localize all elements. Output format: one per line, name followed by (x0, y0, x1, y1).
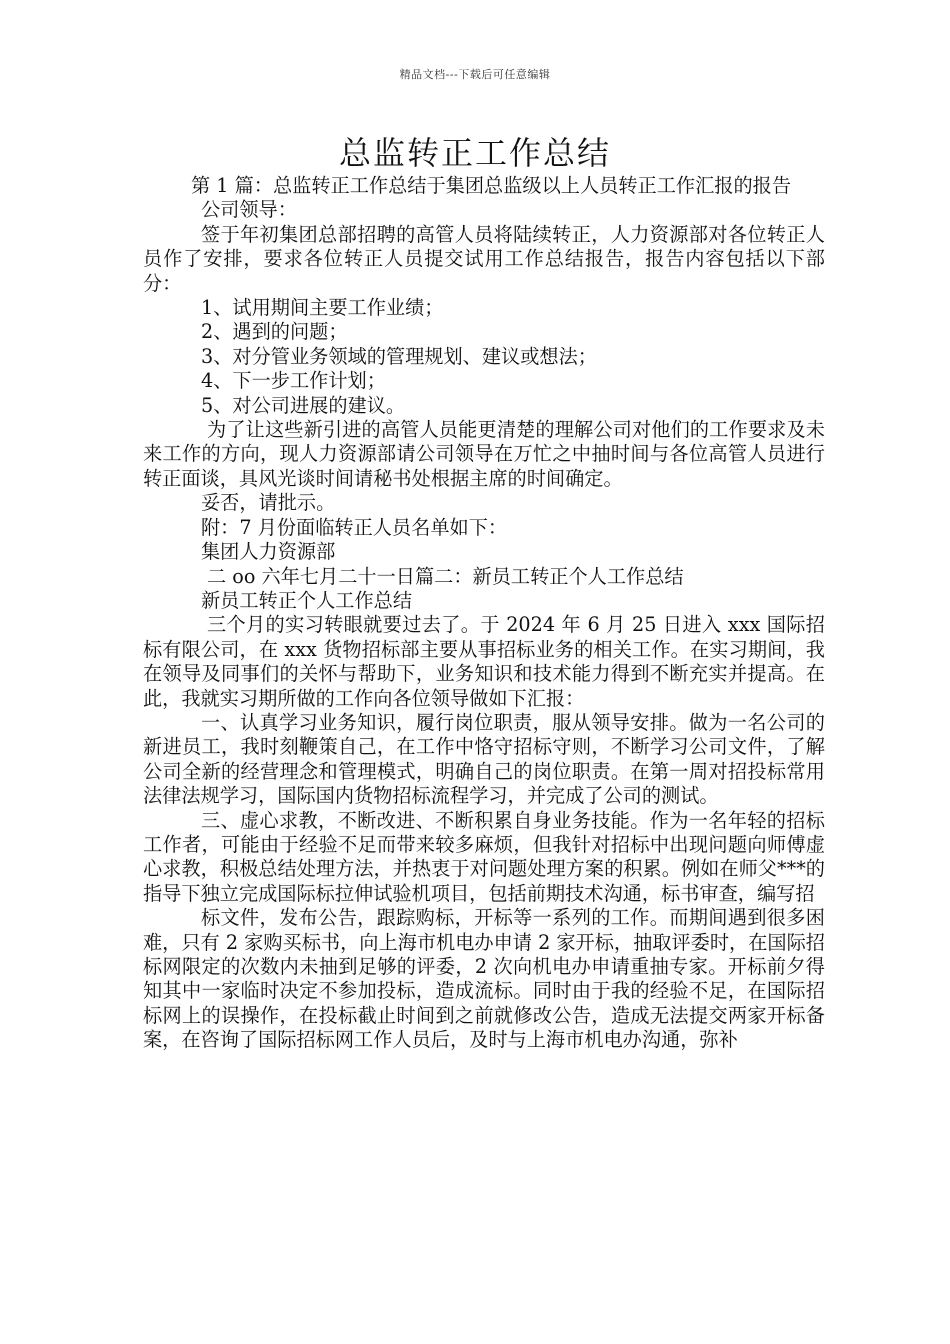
paragraph-continuation: 标文件，发布公告，跟踪购标，开标等一系列的工作。而期间遇到很多困难，只有 2 家购买标书，向上海市机电办申请 2 家开标，抽取评委时，在国际招标网限定的次数内未抽到足够的评委，2 次向机电办申请重抽专家。开标前夕得知其中一家临时决定不参加投标，造成流标。同时由于我的经验不足，在国际招标网上的误操作，在投标截止时间到之前就修改公告，造成无法提交两家开标备案，在咨询了国际招标网工作人员后，及时与上海市机电办沟通，弥补 (143, 906, 825, 1052)
paragraph-request: 为了让这些新引进的高管人员能更清楚的理解公司对他们的工作要求及未来工作的方向，现人力资源部请公司领导在万忙之中抽时间与各位高管人员进行转正面谈，具风光谈时间请秘书处根据主席的时间确定。 (143, 418, 825, 490)
list-item: 4、下一步工作计划； (201, 369, 386, 393)
paragraph-intro: 签于年初集团总部招聘的高管人员将陆续转正，人力资源部对各位转正人员作了安排，要求各位转正人员提交试用工作总结报告，报告内容包括以下部分： (143, 222, 825, 295)
paragraph-section-1: 一、认真学习业务知识，履行岗位职责，服从领导安排。做为一名公司的新进员工，我时刻鞭策自己，在工作中恪守招标守则，不断学习公司文件，了解公司全新的经营理念和管理模式，明确自己的岗位职责。在第一周对招投标常用法律法规学习，国际国内货物招标流程学习，并完成了公司的测试。 (143, 710, 825, 808)
paragraph-date-part2: 二 oo 六年七月二十一日篇二：新员工转正个人工作总结 (207, 564, 684, 588)
paragraph-attachment: 附：7 月份面临转正人员名单如下： (201, 515, 508, 539)
list-item: 3、对分管业务领域的管理规划、建议或想法； (201, 344, 597, 368)
paragraph-heading-part1: 第 1 篇：总监转正工作总结于集团总监级以上人员转正工作汇报的报告 (191, 174, 792, 197)
paragraph-approval: 妥否，请批示。 (201, 491, 336, 515)
paragraph-subtitle: 新员工转正个人工作总结 (201, 588, 413, 612)
paragraph-salutation: 公司领导： (201, 198, 297, 222)
list-item: 5、对公司进展的建议。 (201, 393, 406, 417)
page-header: 精品文档---下载后可任意编辑 (399, 68, 551, 81)
paragraph-summary-intro: 三个月的实习转眼就要过去了。于 2024 年 6 月 25 日进入 xxx 国际招标有限公司，在 xxx 货物招标部主要从事招标业务的相关工作。在实习期间，我在领导及同事们的关怀与帮助下，业务知识和技术能力得到不断充实并提高。在此，我就实习期所做的工作向各位领导做如下汇报： (143, 613, 825, 710)
paragraph-signature: 集团人力资源部 (201, 540, 336, 564)
list-item: 2、遇到的问题； (201, 320, 348, 344)
paragraph-section-3: 三、虚心求教，不断改进、不断积累自身业务技能。作为一名年轻的招标工作者，可能由于经验不足而带来较多麻烦，但我针对招标中出现问题向师傅虚心求教，积极总结处理方法，并热衷于对问题处理方案的积累。例如在师父***的指导下独立完成国际标拉伸试验机项目，包括前期技术沟通，标书审查，编写招 (143, 808, 825, 905)
document-body (143, 174, 825, 1053)
document-title: 总监转正工作总结 (338, 134, 611, 172)
list-item: 1、试用期间主要工作业绩； (201, 296, 444, 320)
